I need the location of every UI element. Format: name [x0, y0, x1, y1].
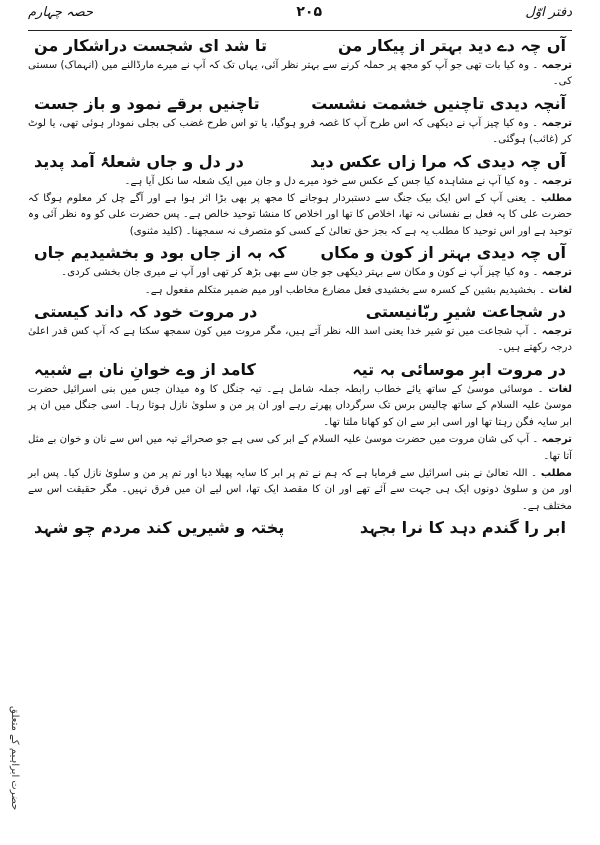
paragraph-label: مطلب — [540, 467, 572, 479]
verse-hemistich-first: در مروت ابرِ موسائی بہ تیہ — [352, 359, 566, 379]
prose-paragraph: لغات ۔ موسائی موسیٰ کے ساتھ یائے خطاب رابطہ جملہ شامل ہے۔ تیہ جنگل کا وہ میدان جس میں بنی اسرائیل حضرت موسیٰ علیہ السلام کے ساتھ چالیس برس تک سرگرداں پھرتے رہے اور ان پر من و سلویٰ نازل ہوتا رہا۔ اسی جنگل میں ان پر ابر سایہ فگن رہتا تھا اور اسی ابر سے ان کو کھانا ملتا تھا۔ — [28, 383, 572, 428]
paragraph-label: ترجمہ — [541, 267, 572, 279]
paragraph-label: ترجمہ — [541, 326, 572, 338]
verse-hemistich-first: در شجاعت شیرِ ربّانیستی — [365, 302, 566, 322]
paragraph-label: مطلب — [540, 193, 573, 205]
verse-hemistich-first: آں چہ دیدی بہتر از کون و مکاں — [320, 243, 566, 263]
verse-hemistich-second: تا شد ای شجست دراشکار من — [34, 36, 267, 55]
paragraph-text: وہ کیا بات تھی جو آپ کو مجھ پر حملہ کرنے سے بہتر نظر آئی، یہاں تک کہ آپ نے میرے مارڈالنے میں (انہماک) سستی کی۔ — [28, 60, 572, 88]
verse-hemistich-first: آں چہ دیدی کہ مرا زاں عکس دید — [310, 151, 566, 171]
paragraph-text: آپ شجاعت میں تو شیر خدا یعنی اسد اللہ نظر آتے ہیں، مگر مروت میں کون سمجھ سکتا ہے کہ آپ کس قدر اعلیٰ درجہ رکھتے ہیں۔ — [28, 326, 572, 354]
paragraph-label: ترجمہ — [541, 117, 572, 129]
verse-couplet — [34, 301, 566, 323]
paragraph-text: وہ کیا آپ نے مشاہدہ کیا جس کے عکس سے خود میرے دل و جان میں ایک شعلہ سا نکل آیا ہے۔ — [124, 175, 530, 187]
paragraph-text: بخشیدیم بشین کے کسرہ سے بخشیدی فعل مضارع مخاطب اور میم ضمیر متکلم مفعول ہے۔ — [144, 284, 536, 296]
paragraph-label: لغات — [548, 383, 572, 395]
verse-couplet — [34, 35, 566, 57]
prose-paragraph: ترجمہ ۔ آپ شجاعت میں تو شیر خدا یعنی اسد اللہ نظر آتے ہیں، مگر مروت میں کون سمجھ سکتا ہے کہ آپ کس قدر اعلیٰ درجہ رکھتے ہیں۔ — [28, 326, 572, 354]
verse-hemistich-first: ابر را گندم دہد کا نرا بجہد — [359, 518, 566, 538]
prose-paragraph: ترجمہ ۔ وہ کیا چیز آپ نے دیکھی کہ اس طرح آپ کا غصہ فرو ہوگیا، یا تو اس طرح غضب کی بجلی نمودار ہوئی تھی، یا لوٹ کر (غائب) ہوگئی۔ — [28, 117, 572, 146]
paragraph-text: وہ کیا چیز آپ نے کون و مکان سے بہتر دیکھی جو جان سے بھی بڑھ کر تھی اور آپ نے میری جان بخشی کردی۔ — [61, 267, 530, 279]
paragraph-label: ترجمہ — [541, 60, 572, 71]
paragraph-text: یعنی آپ کے اس ایک بیک جنگ سے دستبردار ہوجانے کا مجھ پر بھی بڑا اثر ہوا ہے اور آگے چل کر معلوم ہوگا کہ حضرت علی کا یہ فعل بے نفسانی نہ تھا، اخلاص کا تھا اور اخلاص کا منشا توحید خالص ہے۔ پس حضرت علی کو وہ نظر آئی وہ توحید ہے اور اس توحید کا مطلب یہ ہے کہ بجز حق تعالیٰ کے کسی کو متصرف نہ سمجھنا۔ (کلید مثنوی) — [28, 193, 572, 237]
verse-hemistich-second: در دل و جاں شعلۂ آمد پدید — [34, 151, 244, 171]
prose-paragraph: ترجمہ ۔ وہ کیا چیز آپ نے کون و مکان سے بہتر دیکھی جو جان سے بھی بڑھ کر تھی اور آپ نے میری جان بخشی کردی۔ — [61, 267, 572, 279]
verse-hemistich-second: در مروت خود کہ داند کیستی — [34, 302, 258, 322]
volume-part-label: حصہ چہارم — [28, 5, 93, 20]
prose-paragraph: مطلب ۔ اللہ تعالیٰ نے بنی اسرائیل سے فرمایا ہے کہ ہم نے تم پر ابر کا سایہ پھیلا دیا اور تم پر من و سلویٰ نازل کیا۔ پس ابر اور من و سلویٰ دونوں ایک ہی جہت سے آئے تھے اور ان کا مقصد ایک تھا، اس لیے ان میں فرق نہیں۔ مگر حقیقت اس سے مختلف ہے۔ — [28, 467, 572, 512]
verse-couplet — [34, 151, 566, 173]
verse-couplet — [34, 242, 566, 264]
margin-note: حضرت ابراہیم کے متعلق — [9, 705, 20, 810]
paragraph-text: اللہ تعالیٰ نے بنی اسرائیل سے فرمایا ہے کہ ہم نے تم پر ابر کا سایہ پھیلا دیا اور تم پر من و سلویٰ نازل کیا۔ پس ابر اور من و سلویٰ دونوں ایک ہی جہت سے آئے تھے اور ان کا مقصد ایک تھا، اس لیے ان میں فرق نہیں۔ مگر حقیقت اس سے مختلف ہے۔ — [28, 467, 572, 512]
verse-hemistich-first: آنچہ دیدی تاچنیں خشمت نشست — [311, 93, 566, 113]
verse-couplet — [34, 359, 566, 381]
verse-hemistich-second: کہ بہ از جاں بود و بخشیدیم جاں — [34, 243, 287, 263]
paragraph-text: آپ کی شان مروت میں حضرت موسیٰ علیہ السلام کے ابر کی سی ہے جو صحرائے تیہ میں اس سے نان و خوان بے مثل آتا تھا۔ — [28, 434, 572, 462]
prose-paragraph: ترجمہ ۔ وہ کیا آپ نے مشاہدہ کیا جس کے عکس سے خود میرے دل و جان میں ایک شعلہ سا نکل آیا ہے۔ — [124, 175, 572, 187]
verse-hemistich-second: تاچنیں برقے نمود و باز جست — [34, 93, 260, 113]
paragraph-label: لغات — [548, 284, 572, 296]
paragraph-text: وہ کیا چیز آپ نے دیکھی کہ اس طرح آپ کا غصہ فرو ہوگیا، یا تو اس طرح غضب کی بجلی نمودار ہوئی تھی، یا لوٹ کر (غائب) ہوگئی۔ — [28, 117, 572, 146]
prose-paragraph: ترجمہ ۔ وہ کیا بات تھی جو آپ کو مجھ پر حملہ کرنے سے بہتر نظر آئی، یہاں تک کہ آپ نے میرے مارڈالنے میں (انہماک) سستی کی۔ — [28, 60, 572, 88]
book-section-label: دفتر اوّل — [525, 5, 572, 20]
paragraph-label: ترجمہ — [541, 434, 572, 446]
prose-paragraph: مطلب ۔ یعنی آپ کے اس ایک بیک جنگ سے دستبردار ہوجانے کا مجھ پر بھی بڑا اثر ہوا ہے اور آگے چل کر معلوم ہوگا کہ حضرت علی کا یہ فعل بے نفسانی نہ تھا، اخلاص کا تھا اور اخلاص کا منشا توحید خالص ہے۔ پس حضرت علی کو وہ نظر آئی وہ توحید ہے اور اس توحید کا مطلب یہ ہے کہ بجز حق تعالیٰ کے کسی کو متصرف نہ سمجھنا۔ (کلید مثنوی) — [28, 193, 573, 237]
paragraph-text: موسائی موسیٰ کے ساتھ یائے خطاب رابطہ جملہ شامل ہے۔ تیہ جنگل کا وہ میدان جس میں بنی اسرائیل حضرت موسیٰ علیہ السلام کے ساتھ چالیس برس تک سرگرداں پھرتے رہے اور ان پر من و سلویٰ نازل ہوتا رہا۔ اسی جنگل میں ان پر ابر سایہ فگن رہتا تھا اور اسی ابر سے ان کو کھانا ملتا تھا۔ — [28, 383, 572, 428]
verse-hemistich-second: کامد از وے خوانِ نان بے شبیہ — [34, 359, 256, 379]
page-number: ۲۰۵ — [296, 4, 323, 20]
page-body — [28, 35, 572, 539]
prose-paragraph: ترجمہ ۔ آپ کی شان مروت میں حضرت موسیٰ علیہ السلام کے ابر کی سی ہے جو صحرائے تیہ میں اس سے نان و خوان بے مثل آتا تھا۔ — [28, 434, 572, 462]
paragraph-label: ترجمہ — [541, 175, 572, 187]
prose-paragraph: لغات ۔ بخشیدیم بشین کے کسرہ سے بخشیدی فعل مضارع مخاطب اور میم ضمیر متکلم مفعول ہے۔ — [144, 284, 572, 296]
verse-couplet — [34, 517, 566, 539]
page-header — [28, 4, 572, 31]
verse-hemistich-second: پختہ و شیریں کند مردم چو شہد — [34, 518, 285, 538]
verse-hemistich-first: آں چہ دے دید بہتر از پیکار من — [337, 36, 566, 55]
verse-couplet — [34, 93, 566, 115]
